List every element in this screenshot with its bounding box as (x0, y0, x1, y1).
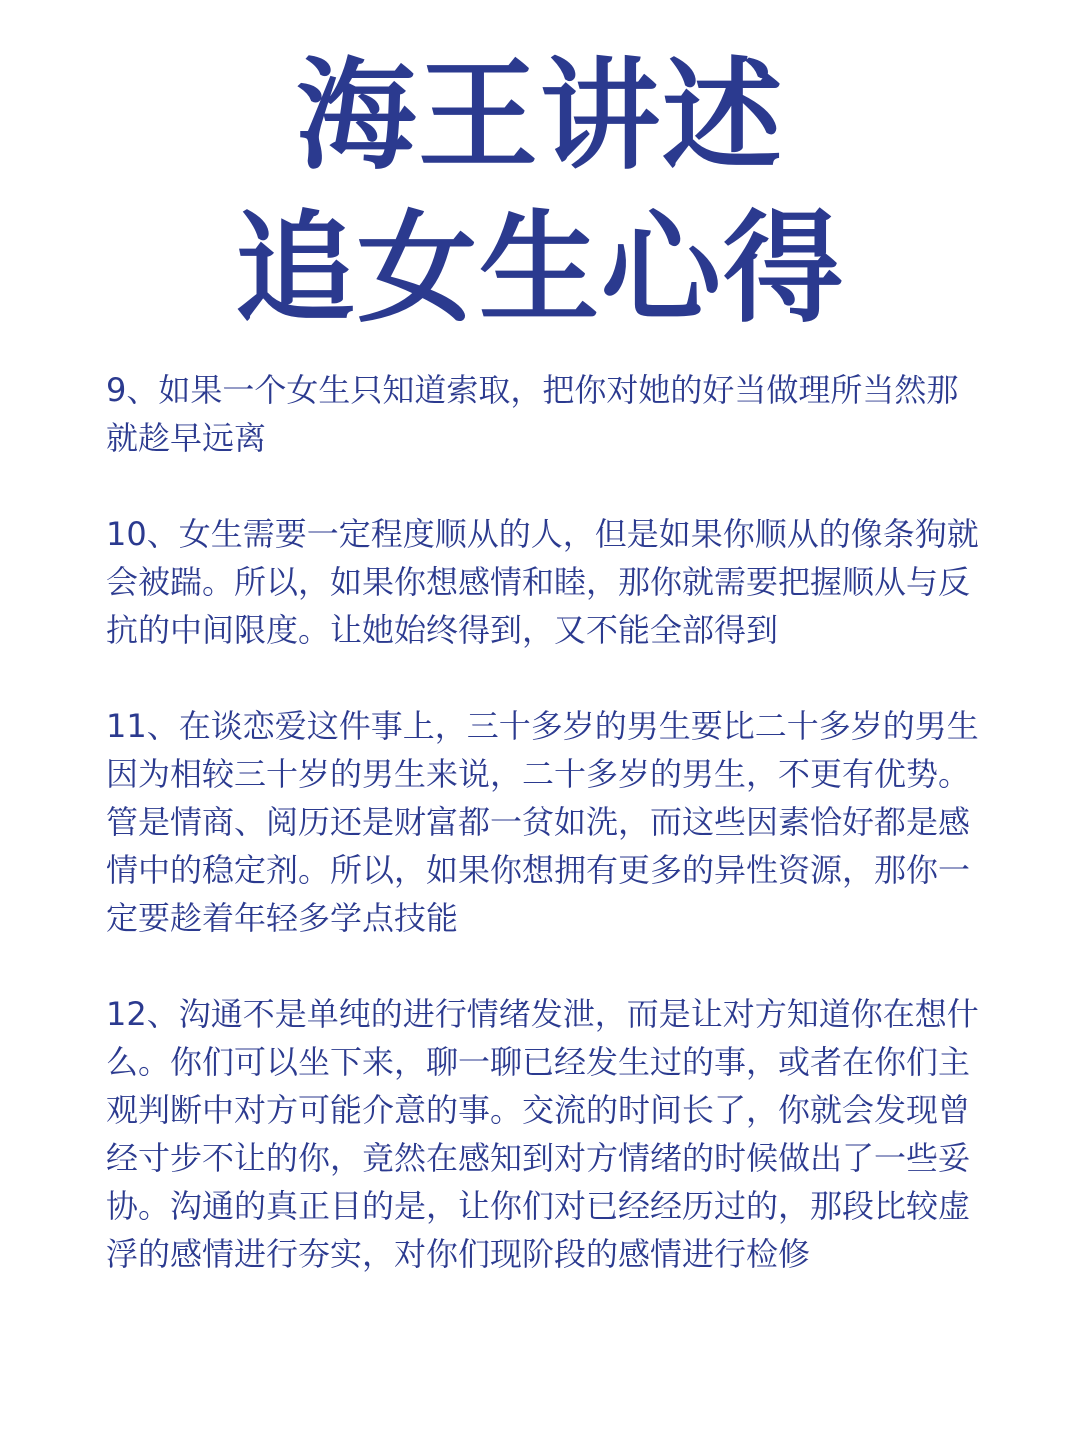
paragraph-9: 9、如果一个女生只知道索取，把你对她的好当做理所当然那就趁早远离 (106, 371, 959, 457)
paragraph-12: 12、沟通不是单纯的进行情绪发泄，而是让对方知道你在想什么。你们可以坐下来，聊一聊已经发生过的事，或者在你们主观判断中对方可能介意的事。交流的时间长了，你就会发现曾经寸步不让的你，竟然在感知到对方情绪的时候做出了一些妥协。沟通的真正目的是，让你们对已经经历过的，那段比较虚浮的感情进行夯实，对你们现阶段的感情进行检修 (106, 995, 979, 1273)
content-body (106, 366, 986, 1326)
paragraph-10: 10、女生需要一定程度顺从的人，但是如果你顺从的像条狗就会被踹。所以，如果你想感情和睦，那你就需要把握顺从与反抗的中间限度。让她始终得到，又不能全部得到 (106, 515, 979, 649)
paragraph-11: 11、在谈恋爱这件事上，三十多岁的男生要比二十多岁的男生因为相较三十岁的男生来说，二十多岁的男生，不更有优势。管是情商、阅历还是财富都一贫如洗，而这些因素恰好都是感情中的稳定剂。所以，如果你想拥有更多的异性资源，那你一定要趁着年轻多学点技能 (106, 707, 979, 937)
title-line-1: 海王讲述 (296, 47, 784, 186)
title-line-2: 追女生心得 (235, 200, 845, 339)
